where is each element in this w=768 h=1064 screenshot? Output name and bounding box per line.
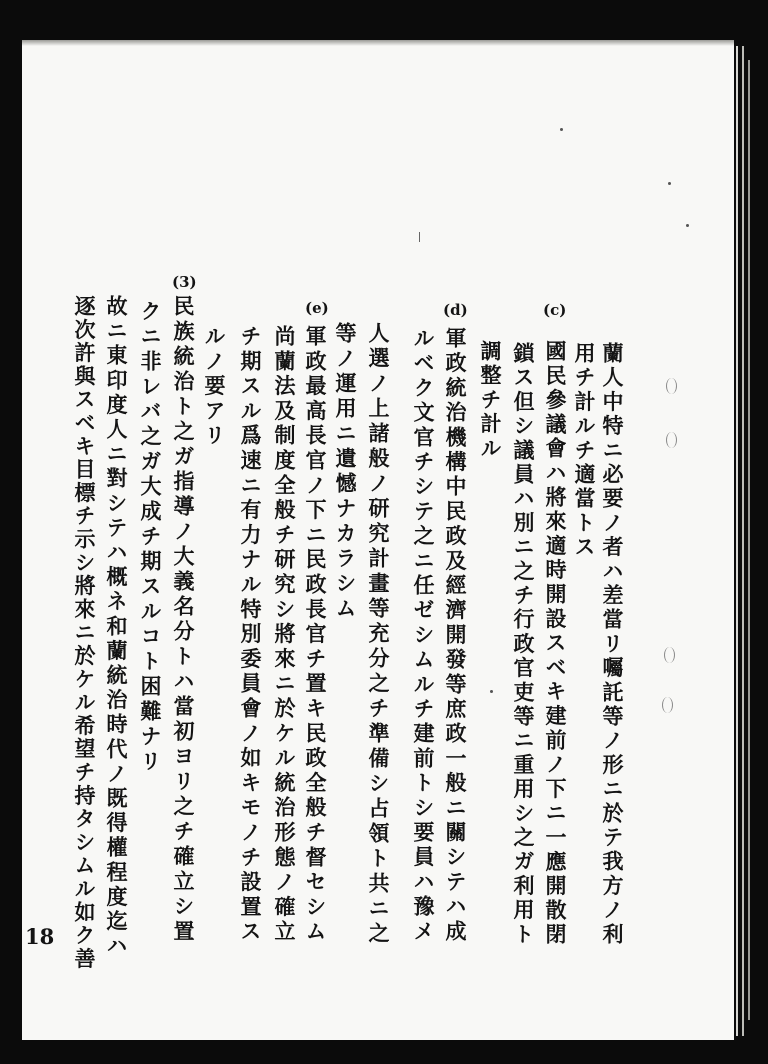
text-column-7: ルベク文官チシテ之ニ任ゼシムルチ建前トシ要員ハ豫メ bbox=[411, 327, 436, 945]
text-column-15: クニ非レバ之ガ大成チ期スルコト困難ナリ bbox=[138, 300, 163, 775]
scan-speck bbox=[668, 182, 671, 185]
scan-mark bbox=[419, 232, 420, 242]
scan-speck bbox=[490, 690, 493, 693]
text-column-3: 國民參議會ハ將來適時開設スベキ建前ノ下ニ一應開散閉 bbox=[543, 340, 568, 948]
scan-speck bbox=[560, 128, 563, 131]
text-column-10: 軍政最高長官ノ下ニ民政長官チ置キ民政全般チ督セシム bbox=[303, 325, 328, 945]
text-column-6: 軍政統治機構中民政及經濟開發等庶政一般ニ關シテハ成 bbox=[443, 327, 468, 945]
binding-hole-mark bbox=[666, 378, 677, 394]
binding-hole-mark bbox=[664, 647, 675, 663]
page-top-shadow bbox=[22, 40, 734, 46]
page-stack-edge bbox=[748, 60, 750, 1020]
text-column-14: 民族統治ト之ガ指導ノ大義名分トハ當初ヨリ之チ確立シ置 bbox=[171, 295, 196, 945]
binding-hole-mark bbox=[666, 432, 677, 448]
page-stack-edge bbox=[742, 46, 744, 1036]
text-column-13: ルノ要アリ bbox=[202, 325, 227, 449]
page-number: 18 bbox=[25, 924, 55, 949]
section-label-3: (3) bbox=[172, 273, 197, 291]
text-column-2: 用チ計ルチ適當トス bbox=[572, 342, 597, 560]
text-column-5: 調整チ計ル bbox=[478, 340, 503, 461]
binding-hole-mark bbox=[662, 697, 673, 713]
text-column-12: チ期スル爲速ニ有力ナル特別委員會ノ如キモノチ設置ス bbox=[238, 325, 263, 945]
section-label-c: (c) bbox=[543, 301, 567, 319]
section-label-e: (e) bbox=[305, 299, 329, 317]
text-column-16: 故ニ東印度人ニ對シテハ概ネ和蘭統治時代ノ既得權程度迄ハ bbox=[104, 295, 129, 960]
page-stack-edge bbox=[736, 46, 738, 1036]
text-column-9: 等ノ運用ニ遺憾ナカラシム bbox=[333, 322, 358, 622]
scan-speck bbox=[686, 224, 689, 227]
text-column-17: 逐次許與スベキ目標チ示シ將來ニ於ケル希望チ持タシムル如ク善 bbox=[72, 295, 97, 971]
text-column-8: 人選ノ上諸般ノ研究計畫等充分之チ準備シ占領ト共ニ之 bbox=[366, 322, 391, 947]
text-column-4: 鎖ス但シ議員ハ別ニ之チ行政官吏等ニ重用シ之ガ利用ト bbox=[511, 342, 536, 947]
text-column-1: 蘭人中特ニ必要ノ者ハ差當リ囑託等ノ形ニ於テ我方ノ利 bbox=[600, 342, 625, 947]
text-column-11: 尚蘭法及制度全般チ研究シ將來ニ於ケル統治形態ノ確立 bbox=[272, 325, 297, 945]
section-label-d: (d) bbox=[443, 301, 468, 319]
